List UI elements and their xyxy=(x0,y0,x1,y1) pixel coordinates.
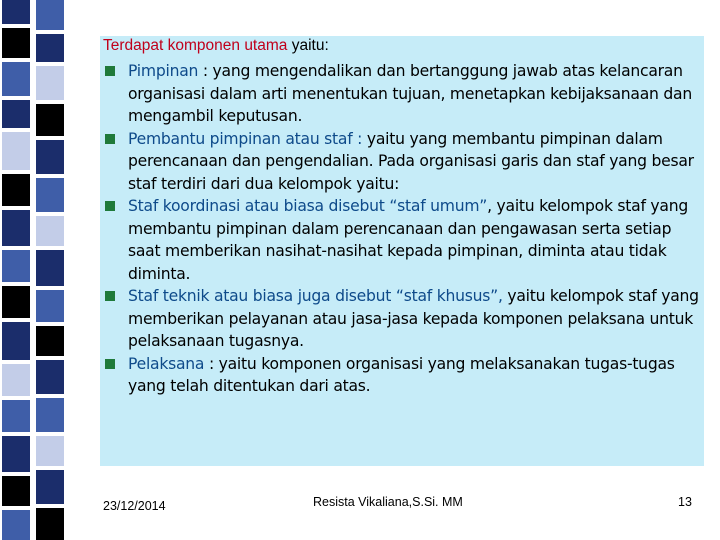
sidebar-block xyxy=(36,66,64,100)
sidebar-block xyxy=(36,140,64,174)
item-text: yaitu yang membantu pimpinan dalam perencanaan dan pengendalian. Pada organisasi garis dan staf yang besar staf terdiri dari dua kelompok yaitu: xyxy=(128,129,694,193)
sidebar-block xyxy=(2,100,30,128)
item-term: Pembantu pimpinan atau staf : xyxy=(128,129,363,148)
intro-suffix: yaitu: xyxy=(287,37,329,54)
list-item-pembantu-pimpinan xyxy=(105,128,705,196)
list-item-staf-teknik xyxy=(105,285,705,353)
list-item-staf-koordinasi xyxy=(105,195,705,285)
sidebar-block xyxy=(2,210,30,246)
sidebar-block xyxy=(2,286,30,318)
sidebar-block xyxy=(2,174,30,206)
sidebar-block xyxy=(2,476,30,506)
sidebar-block xyxy=(2,132,30,170)
footer-author: Resista Vikaliana,S.Si. MM xyxy=(313,495,463,509)
square-bullet-icon xyxy=(105,66,115,76)
sidebar-block xyxy=(2,322,30,360)
sidebar-block xyxy=(2,0,30,24)
sidebar-block xyxy=(2,28,30,58)
sidebar-block xyxy=(2,510,30,540)
sidebar-block xyxy=(36,360,64,394)
item-term: Pelaksana xyxy=(128,354,205,373)
footer-page-number: 13 xyxy=(678,495,692,509)
square-bullet-icon xyxy=(105,134,115,144)
decorative-sidebar xyxy=(0,0,68,540)
item-text: : yang mengendalikan dan bertanggung jawab atas kelancaran organisasi dalam arti menentukan tujuan, menetapkan kebijaksanaan dan mengambil keputusan. xyxy=(128,62,692,125)
square-bullet-icon xyxy=(105,359,115,369)
list-item-pimpinan xyxy=(105,60,705,128)
sidebar-block xyxy=(2,400,30,432)
intro-highlight: Terdapat komponen utama xyxy=(103,37,288,54)
item-term: Pimpinan xyxy=(128,62,199,80)
sidebar-block xyxy=(2,364,30,396)
sidebar-block xyxy=(36,436,64,466)
sidebar-block xyxy=(36,34,64,62)
sidebar-block xyxy=(36,0,64,30)
item-text: : yaitu komponen organisasi yang melaksanakan tugas-tugas yang telah ditentukan dari atas. xyxy=(128,354,675,395)
sidebar-block xyxy=(2,250,30,282)
sidebar-block xyxy=(36,250,64,286)
sidebar-block xyxy=(36,326,64,356)
sidebar-block xyxy=(36,104,64,136)
item-text: , yaitu kelompok staf yang membantu pimpinan dalam perencanaan dan pengawasan serta setiap saat memberikan nasihat-nasihat kepada pimpinan, diminta atau tidak diminta. xyxy=(128,197,688,283)
sidebar-block xyxy=(2,62,30,96)
sidebar-block xyxy=(36,216,64,246)
sidebar-block xyxy=(36,470,64,504)
bullet-list xyxy=(105,60,705,398)
item-term: Staf teknik atau biasa juga disebut “staf khusus”, xyxy=(128,287,503,305)
list-item-pelaksana xyxy=(105,353,705,398)
sidebar-block xyxy=(36,290,64,322)
sidebar-block xyxy=(2,436,30,472)
square-bullet-icon xyxy=(105,291,115,301)
sidebar-block xyxy=(36,178,64,212)
item-term: Staf koordinasi atau biasa disebut “staf umum” xyxy=(128,197,488,215)
sidebar-block xyxy=(36,508,64,540)
intro-heading xyxy=(103,37,329,55)
item-text: yaitu kelompok staf yang memberikan pelayanan atau jasa-jasa kepada komponen pelaksana untuk pelaksanaan tugasnya. xyxy=(128,287,699,350)
sidebar-block xyxy=(36,398,64,432)
footer-date: 23/12/2014 xyxy=(103,499,166,513)
square-bullet-icon xyxy=(105,201,115,211)
